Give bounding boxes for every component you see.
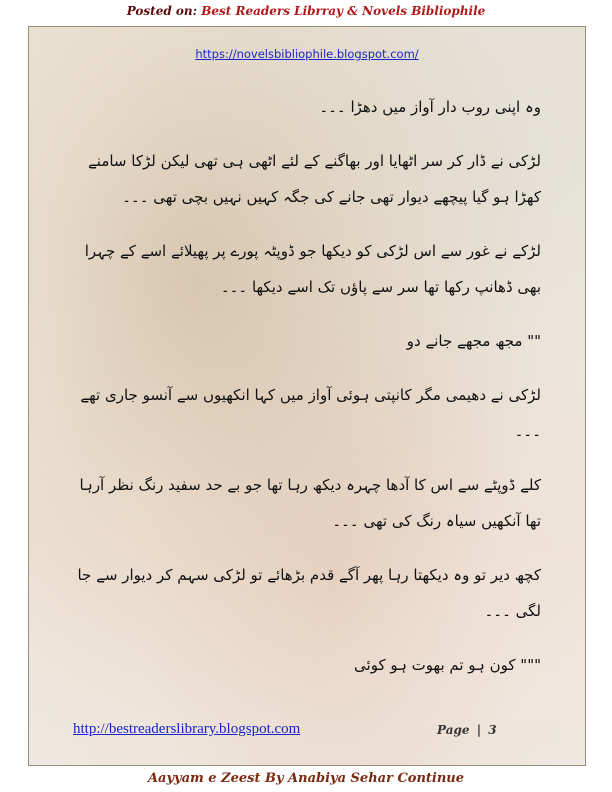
paragraph: لڑکی نے ڈار کر سر اٹھایا اور بھاگنے کے لئے اٹھی ہی تھی لیکن لڑکا سامنے کھڑا ہو گیا پیچھے دیوار تھی جانے کی جگہ کہیں نہیں بچی تھی ۔۔۔ (88, 152, 541, 206)
paragraph: لڑکے نے غور سے اس لڑکی کو دیکھا جو ڈوپٹہ پورے پر پھیلائے اسے کے چہرا بھی ڈھانپ رکھا تھا سر سے پاؤں تک اسے دیکھا ۔۔۔ (84, 242, 541, 296)
footer-blog-link[interactable]: http://bestreaderslibrary.blogspot.com (73, 721, 301, 737)
paragraph: کلے ڈوپٹے سے اس کا آدھا چہرہ دیکھ رہا تھا جو بے حد سفید رنگ نظر آرہا تھا آنکھیں سیاہ رنگ کی تھی ۔۔۔ (79, 476, 541, 530)
paragraph: """ کون ہو تم بھوت ہو کوئی (354, 656, 541, 674)
page-separator: | (476, 723, 482, 737)
page-number (437, 723, 497, 737)
bottom-banner: Aayyam e Zeest By Anabiya Sehar Continue (147, 771, 465, 786)
paragraph: کچھ دیر تو وہ دیکھتا رہا پھر آگے قدم بڑھائے تو لڑکی سہم کر دیوار سے جا لگی ۔۔۔ (77, 566, 541, 620)
paragraph: وہ اپنی روب دار آواز میں دھڑا ۔۔۔ (319, 98, 541, 116)
page-label: Page (437, 723, 470, 737)
page-number-value: 3 (488, 723, 497, 737)
paragraph: "" مجھ مجھے جانے دو (406, 332, 541, 350)
header-prefix: Posted on: (126, 4, 198, 18)
top-blog-link[interactable]: https://novelsbibliophile.blogspot.com/ (195, 47, 419, 61)
header-banner (0, 0, 612, 22)
paragraph: لڑکی نے دھیمی مگر کانپتی ہوئی آواز میں کہا انکھیوں سے آنسو جاری تھے ۔۔۔ (80, 386, 541, 440)
header-site-name: Best Readers Librray & Novels Bibliophile (201, 4, 486, 18)
story-body (71, 89, 541, 701)
page-frame (28, 26, 586, 766)
